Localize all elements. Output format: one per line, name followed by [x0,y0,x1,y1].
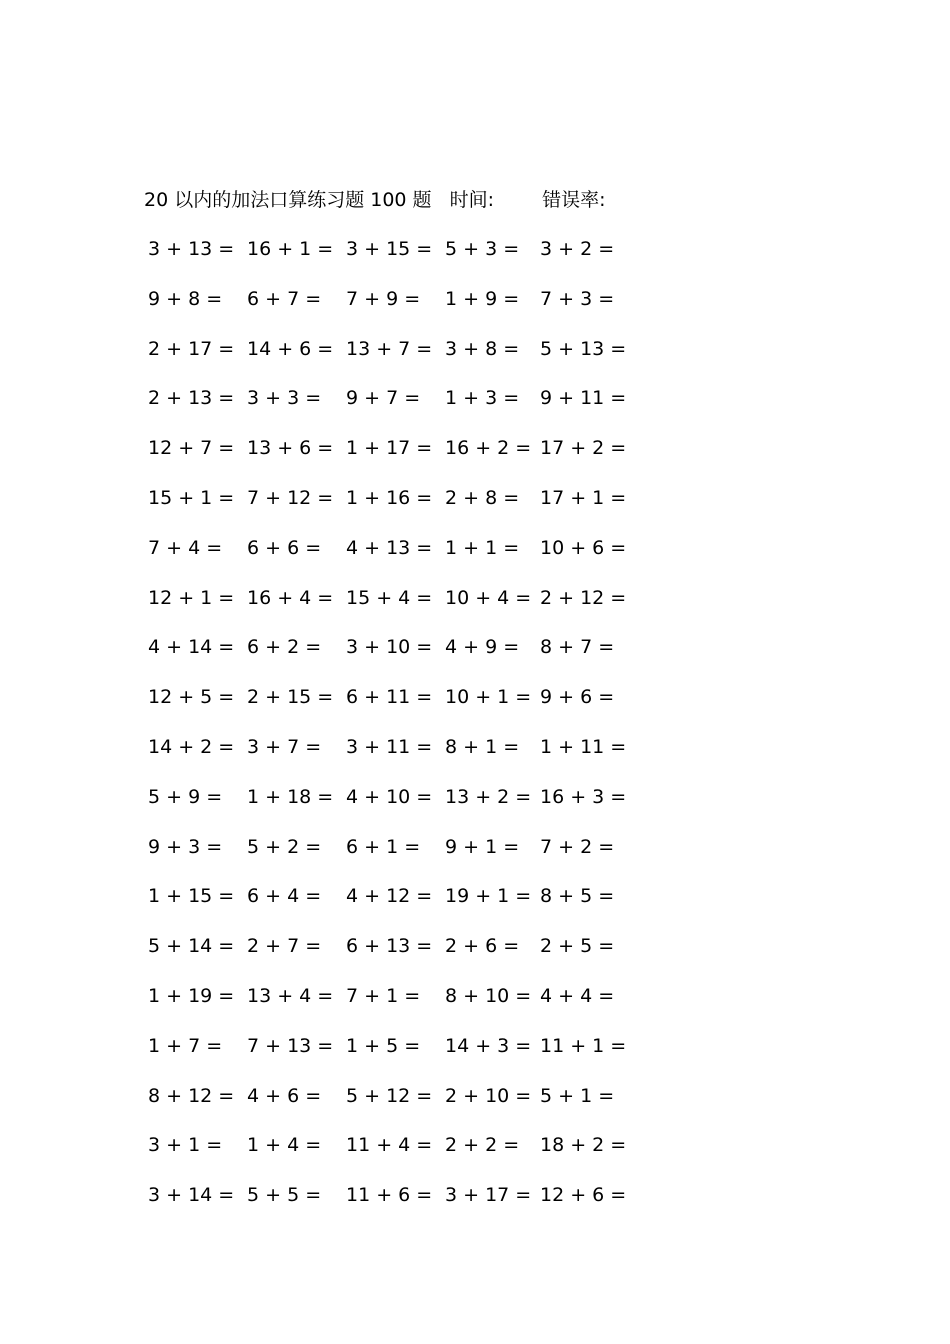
problem-item: 14 + 6 = [247,337,334,360]
problem-row [148,1031,648,1081]
problem-row [148,533,648,583]
problem-item: 4 + 13 = [346,536,433,559]
problem-item: 13 + 7 = [346,337,433,360]
problem-item: 1 + 3 = [445,387,520,410]
problem-item: 1 + 11 = [540,735,627,758]
problem-item: 1 + 7 = [148,1034,223,1057]
problem-item: 9 + 6 = [540,686,615,709]
worksheet-header [144,186,605,214]
problem-item: 6 + 1 = [346,835,421,858]
problem-item: 6 + 7 = [247,287,322,310]
problem-item: 7 + 2 = [540,835,615,858]
problem-item: 2 + 15 = [247,686,334,709]
problem-item: 4 + 9 = [445,636,520,659]
problem-item: 3 + 3 = [247,387,322,410]
problem-item: 13 + 6 = [247,437,334,460]
problem-item: 2 + 13 = [148,387,235,410]
problem-item: 1 + 5 = [346,1034,421,1057]
problem-item: 1 + 18 = [247,785,334,808]
problem-item: 7 + 1 = [346,984,421,1007]
problem-item: 18 + 2 = [540,1134,627,1157]
problem-row [148,931,648,981]
problem-item: 12 + 6 = [540,1184,627,1207]
problem-item: 3 + 17 = [445,1184,532,1207]
problem-row [148,433,648,483]
problem-item: 5 + 13 = [540,337,627,360]
problem-item: 3 + 2 = [540,238,615,260]
problem-item: 5 + 14 = [148,935,235,958]
problem-row [148,881,648,931]
problem-item: 8 + 1 = [445,735,520,758]
problem-item: 3 + 1 = [148,1134,223,1157]
problem-item: 5 + 5 = [247,1184,322,1207]
problem-item: 2 + 2 = [445,1134,520,1157]
problem-row [148,334,648,384]
problem-item: 8 + 7 = [540,636,615,659]
problem-item: 12 + 5 = [148,686,235,709]
problem-item: 2 + 8 = [445,486,520,509]
problem-row [148,782,648,832]
problem-item: 2 + 6 = [445,935,520,958]
problem-grid [148,234,648,1230]
problem-item: 1 + 16 = [346,486,433,509]
problem-item: 6 + 6 = [247,536,322,559]
problem-row [148,981,648,1031]
problem-item: 16 + 1 = [247,238,334,260]
problem-row [148,234,648,284]
problem-item: 6 + 4 = [247,885,322,908]
problem-item: 1 + 1 = [445,536,520,559]
problem-item: 1 + 15 = [148,885,235,908]
problem-row [148,483,648,533]
problem-item: 5 + 2 = [247,835,322,858]
problem-item: 11 + 6 = [346,1184,433,1207]
problem-item: 3 + 8 = [445,337,520,360]
problem-item: 7 + 4 = [148,536,223,559]
problem-item: 1 + 9 = [445,287,520,310]
problem-item: 2 + 7 = [247,935,322,958]
problem-item: 6 + 2 = [247,636,322,659]
time-label: 时间: [449,189,495,211]
problem-item: 10 + 6 = [540,536,627,559]
problem-item: 15 + 1 = [148,486,235,509]
problem-item: 6 + 11 = [346,686,433,709]
problem-item: 7 + 13 = [247,1034,334,1057]
problem-item: 10 + 4 = [445,586,532,609]
problem-item: 15 + 4 = [346,586,433,609]
problem-item: 5 + 12 = [346,1084,433,1107]
problem-item: 7 + 9 = [346,287,421,310]
problem-item: 12 + 1 = [148,586,235,609]
problem-row [148,832,648,882]
problem-row [148,632,648,682]
problem-item: 11 + 1 = [540,1034,627,1057]
problem-item: 4 + 10 = [346,785,433,808]
problem-row [148,682,648,732]
problem-row [148,732,648,782]
problem-item: 8 + 10 = [445,984,532,1007]
problem-row [148,1130,648,1180]
problem-item: 9 + 3 = [148,835,223,858]
problem-item: 7 + 3 = [540,287,615,310]
problem-item: 2 + 10 = [445,1084,532,1107]
problem-item: 5 + 9 = [148,785,223,808]
problem-item: 2 + 5 = [540,935,615,958]
problem-item: 16 + 4 = [247,586,334,609]
error-rate-label: 错误率: [542,189,606,211]
problem-item: 3 + 15 = [346,238,433,260]
problem-item: 8 + 5 = [540,885,615,908]
problem-item: 16 + 2 = [445,437,532,460]
problem-item: 8 + 12 = [148,1084,235,1107]
problem-item: 5 + 3 = [445,238,520,260]
problem-item: 19 + 1 = [445,885,532,908]
problem-row [148,284,648,334]
problem-item: 13 + 4 = [247,984,334,1007]
problem-item: 3 + 7 = [247,735,322,758]
problem-item: 4 + 14 = [148,636,235,659]
problem-item: 9 + 7 = [346,387,421,410]
problem-row [148,1081,648,1131]
problem-item: 12 + 7 = [148,437,235,460]
problem-item: 17 + 1 = [540,486,627,509]
problem-item: 1 + 17 = [346,437,433,460]
problem-item: 4 + 4 = [540,984,615,1007]
problem-item: 1 + 4 = [247,1134,322,1157]
problem-item: 9 + 1 = [445,835,520,858]
problem-row [148,583,648,633]
problem-item: 3 + 10 = [346,636,433,659]
problem-item: 14 + 2 = [148,735,235,758]
problem-row [148,383,648,433]
problem-item: 4 + 6 = [247,1084,322,1107]
worksheet-title: 20 以内的加法口算练习题 100 题 [144,189,432,211]
problem-item: 14 + 3 = [445,1034,532,1057]
problem-item: 13 + 2 = [445,785,532,808]
problem-item: 3 + 11 = [346,735,433,758]
problem-item: 4 + 12 = [346,885,433,908]
problem-item: 10 + 1 = [445,686,532,709]
problem-item: 7 + 12 = [247,486,334,509]
problem-item: 1 + 19 = [148,984,235,1007]
problem-item: 16 + 3 = [540,785,627,808]
problem-item: 9 + 11 = [540,387,627,410]
problem-item: 3 + 13 = [148,238,235,260]
problem-item: 2 + 17 = [148,337,235,360]
problem-item: 11 + 4 = [346,1134,433,1157]
problem-item: 17 + 2 = [540,437,627,460]
problem-item: 5 + 1 = [540,1084,615,1107]
problem-item: 9 + 8 = [148,287,223,310]
problem-row [148,1180,648,1230]
problem-item: 3 + 14 = [148,1184,235,1207]
problem-item: 2 + 12 = [540,586,627,609]
problem-item: 6 + 13 = [346,935,433,958]
